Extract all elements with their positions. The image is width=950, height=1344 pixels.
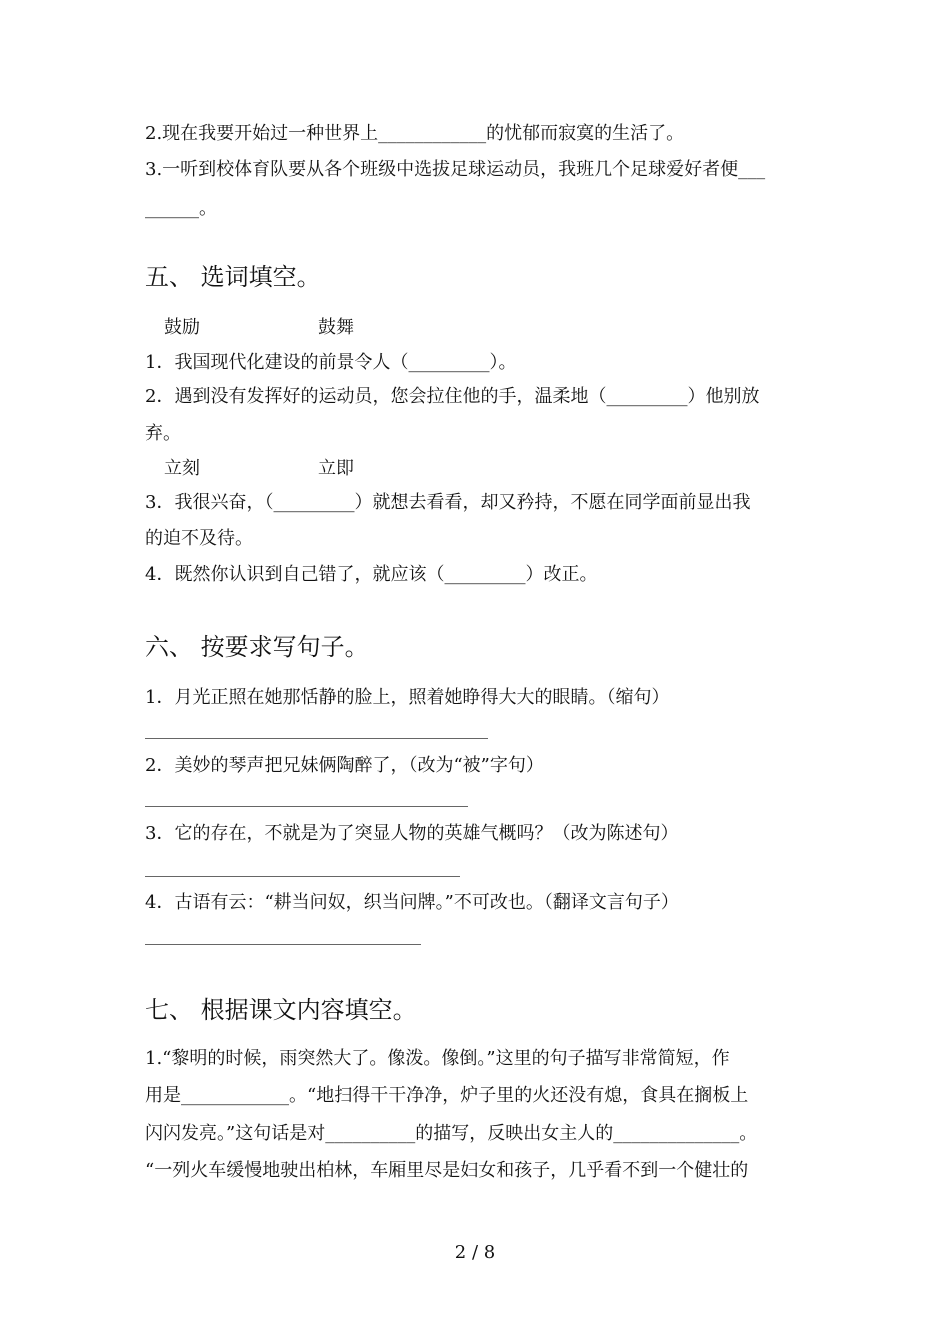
s4-q2: 2.现在我要开始过一种世界上____________的忧郁而寂寞的生活了。 (145, 123, 685, 144)
s7-text-line2: 用是____________。“地扫得干干净净，炉子里的火还没有熄，食具在搁板上 (145, 1085, 749, 1106)
s4-q3-line2: ______。 (145, 198, 217, 219)
s7-text-line1: 1.“黎明的时候，雨突然大了。像泼。像倒。”这里的句子描写非常简短，作 (145, 1048, 730, 1069)
section6-heading: 六、 按要求写句子。 (145, 633, 369, 661)
word-option: 鼓舞 (318, 317, 354, 338)
s6-q3: 3．它的存在，不就是为了突显人物的英雄气概吗？（改为陈述句） (145, 823, 679, 844)
s5-q2-line1: 2．遇到没有发挥好的运动员，您会拉住他的手，温柔地（_________）他别放 (145, 386, 760, 407)
s5-q2-line2: 弃。 (145, 423, 181, 444)
s6-q1: 1．月光正照在她那恬静的脸上，照着她睁得大大的眼睛。（缩句） (145, 687, 670, 708)
answer-line (145, 944, 421, 945)
s4-q3-line1: 3.一听到校体育队要从各个班级中选拔足球运动员，我班几个足球爱好者便___ (145, 159, 766, 180)
answer-line (145, 738, 488, 739)
s5-q1: 1．我国现代化建设的前景令人（_________）。 (145, 352, 517, 373)
word-option: 鼓励 (164, 317, 200, 338)
s5-q3-line2: 的迫不及待。 (145, 528, 253, 549)
word-option: 立刻 (164, 458, 200, 479)
page-number: 2 / 8 (454, 1242, 496, 1263)
section7-heading: 七、 根据课文内容填空。 (145, 996, 417, 1024)
s7-text-line4: “一列火车缓慢地驶出柏林，车厢里尽是妇女和孩子，几乎看不到一个健壮的 (145, 1160, 749, 1181)
s6-q2: 2．美妙的琴声把兄妹俩陶醉了，（改为“被”字句） (145, 755, 544, 776)
answer-line (145, 806, 468, 807)
s5-q4: 4．既然你认识到自己错了，就应该（_________）改正。 (145, 564, 598, 585)
s5-q3-line1: 3．我很兴奋，（_________）就想去看看，却又矜持，不愿在同学面前显出我 (145, 492, 751, 513)
s7-text-line3: 闪闪发亮。”这句话是对__________的描写，反映出女主人的______________。 (145, 1123, 758, 1144)
answer-line (145, 876, 460, 877)
section5-heading: 五、 选词填空。 (145, 263, 321, 291)
word-option: 立即 (318, 458, 354, 479)
s6-q4: 4．古语有云：“耕当问奴，织当问牌。”不可改也。（翻译文言句子） (145, 892, 679, 913)
